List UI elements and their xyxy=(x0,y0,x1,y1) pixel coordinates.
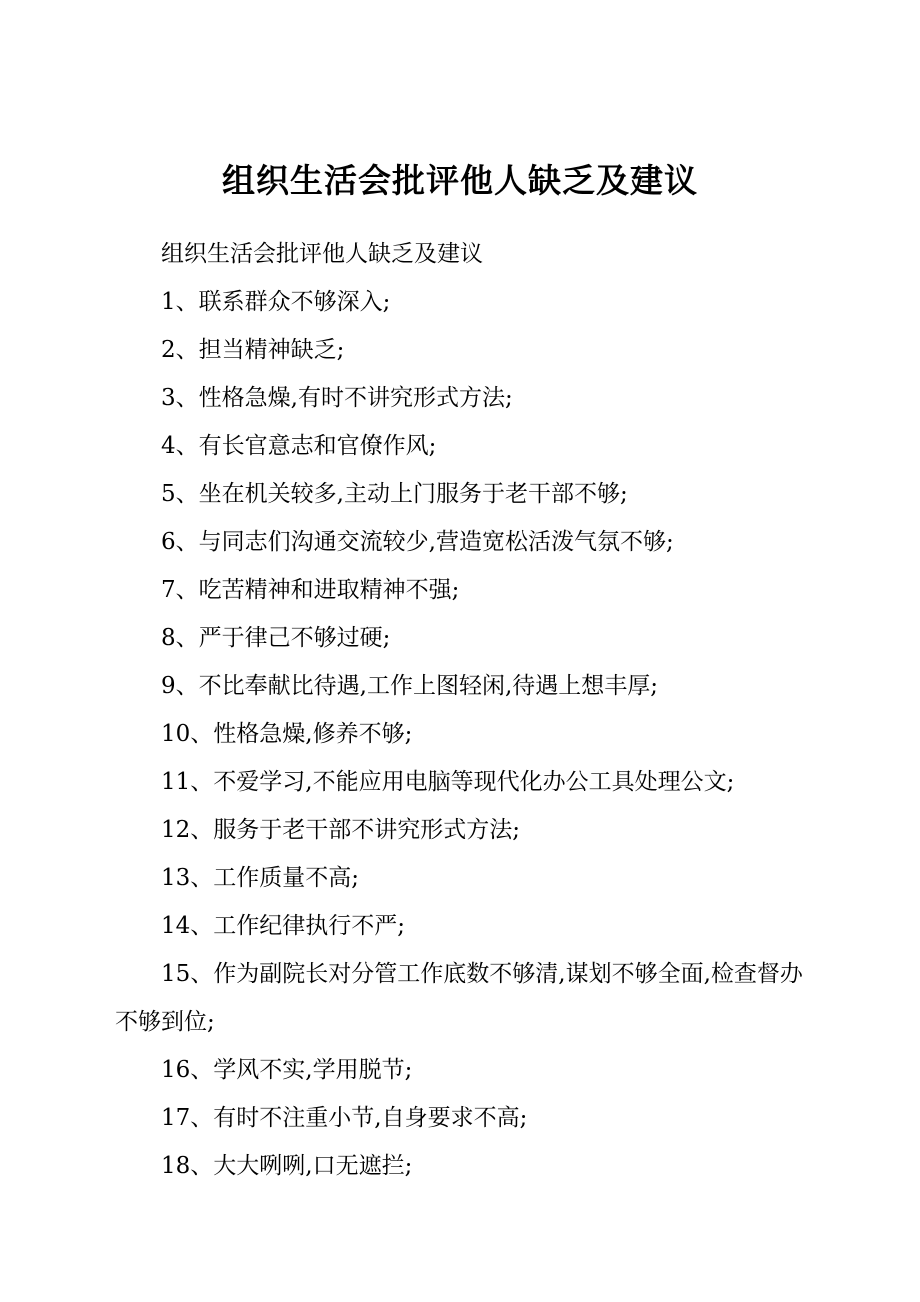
list-item: 12、服务于老干部不讲究形式方法; xyxy=(161,817,521,843)
list-item: 13、工作质量不高; xyxy=(161,865,360,891)
paragraph: 组织生活会批评他人缺乏及建议 xyxy=(161,241,483,267)
list-item: 10、性格急燥,修养不够; xyxy=(161,721,413,747)
list-item: 16、学风不实,学用脱节; xyxy=(161,1057,413,1083)
list-item: 15、作为副院长对分管工作底数不够清,谋划不够全面,检查督办不够到位; xyxy=(115,961,803,1035)
list-item: 14、工作纪律执行不严; xyxy=(161,913,406,939)
list-item: 11、不爱学习,不能应用电脑等现代化办公工具处理公文; xyxy=(161,769,735,795)
list-item: 6、与同志们沟通交流较少,营造宽松活泼气氛不够; xyxy=(161,529,674,555)
list-item: 8、严于律己不够过硬; xyxy=(161,625,391,651)
list-item: 4、有长官意志和官僚作风; xyxy=(161,433,437,459)
list-item: 18、大大咧咧,口无遮拦; xyxy=(161,1153,413,1179)
document-body xyxy=(115,230,815,1190)
document-title: 组织生活会批评他人缺乏及建议 xyxy=(222,161,698,200)
list-item: 1、联系群众不够深入; xyxy=(161,289,391,315)
list-item: 2、担当精神缺乏; xyxy=(161,337,345,363)
list-item: 17、有时不注重小节,自身要求不高; xyxy=(161,1105,528,1131)
list-item: 3、性格急燥,有时不讲究形式方法; xyxy=(161,385,513,411)
list-item: 5、坐在机关较多,主动上门服务于老干部不够; xyxy=(161,481,628,507)
list-item: 9、不比奉献比待遇,工作上图轻闲,待遇上想丰厚; xyxy=(161,673,659,699)
list-item: 7、吃苦精神和进取精神不强; xyxy=(161,577,460,603)
